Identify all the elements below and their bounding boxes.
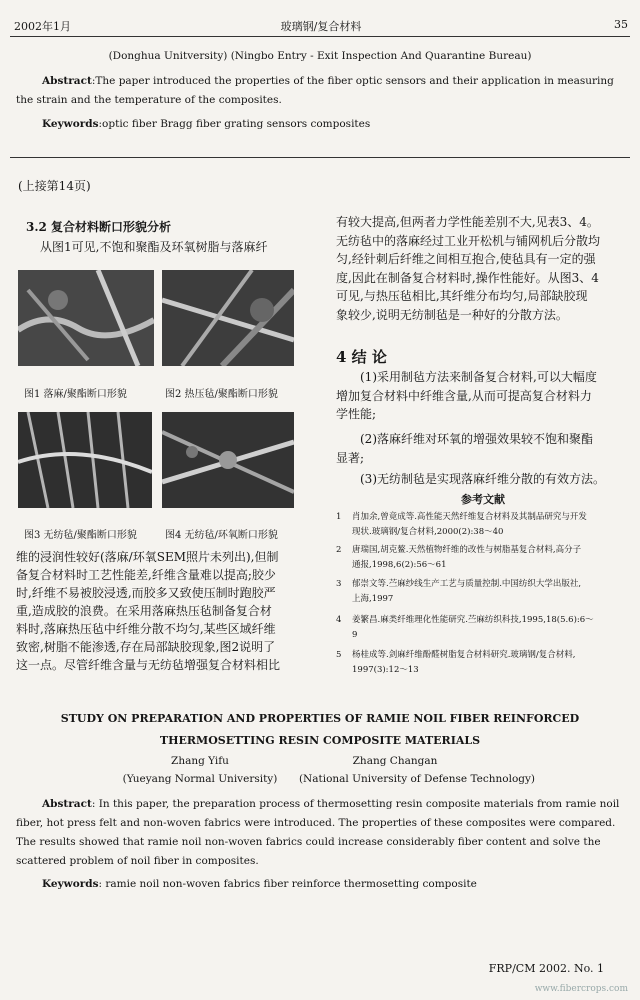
author-2: Zhang Changan <box>352 755 438 767</box>
english-keywords <box>16 875 628 894</box>
reference-number: 5 <box>336 650 342 660</box>
english-abstract-label: Abstract <box>42 798 92 810</box>
header-rule <box>10 36 630 37</box>
figure-3-image <box>18 412 152 508</box>
footer-journal: FRP/CM 2002. No. 1 <box>488 962 604 975</box>
reference-item <box>336 510 630 539</box>
affiliation-2: (National University of Defense Technology) <box>298 773 536 785</box>
author-1: Zhang Yifu <box>171 755 229 767</box>
right-column-body <box>336 213 630 325</box>
running-header <box>14 14 628 36</box>
reference-item <box>336 577 630 606</box>
right-body-line: 象较少,说明无纺制毡是一种好的分散方法。 <box>336 307 568 322</box>
conclusion-3 <box>336 470 630 489</box>
top-abstract-label: Abstract <box>42 75 92 87</box>
right-body-line: 可见,与热压毡相比,其纤维分布均匀,局部缺胶现 <box>336 289 588 304</box>
reference-line: 1997(3):12～13 <box>352 664 419 675</box>
figure-1-image <box>18 270 154 366</box>
reference-number: 3 <box>336 579 342 589</box>
reference-item <box>336 543 630 572</box>
header-date: 2002年1月 <box>14 20 71 33</box>
watermark: www.fibercrops.com <box>534 984 628 994</box>
right-body-line: 无纺毡中的落麻经过工业开松机与铺网机后分散均 <box>336 233 601 248</box>
left-body-line: 时,纤维不易被胶浸透,而胶多又致使压制时跑胶严 <box>16 586 276 600</box>
figure-3-caption: 图3 无纺毡/聚酯断口形貌 <box>24 530 137 541</box>
conclusion-line: 显著; <box>336 450 365 465</box>
left-column-body <box>16 548 308 674</box>
right-body-line: 度,因此在制备复合材料时,操作性能好。从图3、4 <box>336 270 599 285</box>
english-abstract-text: : In this paper, the preparation process of thermosetting resin composite materials from ramie noil fiber, hot press felt and non-woven fabrics were introduced. The properties of these composites were compared. The results showed that ramie noil non-woven fabrics could increase considerably fiber content and solve the scattered problem of noil fiber in composites. <box>16 798 620 867</box>
top-keywords <box>16 115 628 134</box>
continued-note: (上接第14页) <box>18 179 91 193</box>
header-page-number: 35 <box>614 18 628 31</box>
section-3-2-heading: 3.2 复合材料断口形貌分析 <box>26 220 172 234</box>
reference-line: 通报,1998,6(2):56～61 <box>352 559 447 570</box>
reference-line: 现状.玻璃钢/复合材料,2000(2):38～40 <box>352 526 504 537</box>
reference-number: 1 <box>336 512 342 522</box>
english-title-line-2: THERMOSETTING RESIN COMPOSITE MATERIALS <box>159 734 481 747</box>
figure-1-caption: 图1 落麻/聚酯断口形貌 <box>24 389 127 400</box>
figure-4-caption: 图4 无纺毡/环氧断口形貌 <box>165 530 278 541</box>
reference-line: 杨桂成等.剑麻纤维酚醛树脂复合材料研究.玻璃钢/复合材料, <box>352 650 576 660</box>
left-body-line: 维的浸润性较好(落麻/环氧SEM照片未列出),但制 <box>16 550 279 564</box>
figure-2-caption: 图2 热压毡/聚酯断口形貌 <box>165 389 278 400</box>
reference-line: 9 <box>352 629 358 640</box>
reference-line: 姜繁昌.麻类纤维理化性能研究.苎麻纺织科技,1995,18(5.6):6～ <box>352 615 594 625</box>
left-body-line: 备复合材料时工艺性能差,纤维含量难以提高;胶少 <box>16 568 276 582</box>
reference-number: 4 <box>336 615 342 625</box>
top-abstract-text: :The paper introduced the properties of the fiber optic sensors and their application in measuring the strain and the temperature of the composites. <box>16 75 614 106</box>
reference-item <box>336 648 630 677</box>
figure-2-image <box>162 270 294 366</box>
left-body-line: 这一点。尽管纤维含量与无纺毡增强复合材料相比 <box>16 658 281 672</box>
conclusion-line: (2)落麻纤维对环氧的增强效果较不饱和聚酯 <box>360 432 593 446</box>
english-title-line-1: STUDY ON PREPARATION AND PROPERTIES OF RAMIE NOIL FIBER REINFORCED <box>60 712 580 725</box>
figure-4-image <box>162 412 294 508</box>
references-title: 参考文献 <box>461 493 505 506</box>
right-body-line: 有较大提高,但两者力学性能差别不大,见表3、4。 <box>336 215 599 229</box>
reference-line: 上海,1997 <box>352 593 394 604</box>
conclusion-line: 增加复合材料中纤维含量,从而可提高复合材料力 <box>336 388 592 403</box>
conclusion-line: 学性能; <box>336 407 377 422</box>
left-body-line: 料时,落麻热压毡中纤维分散不均匀,某些区域纤维 <box>16 622 276 636</box>
reference-item <box>336 613 630 642</box>
reference-number: 2 <box>336 545 342 555</box>
section-4-heading: 4 结 论 <box>336 348 387 366</box>
conclusion-2 <box>336 430 630 467</box>
right-body-line: 匀,经针刺后纤维之间相互抱合,使毡具有一定的强 <box>336 252 596 267</box>
english-keywords-text: : ramie noil non-woven fabrics fiber reinforce thermosetting composite <box>98 878 477 890</box>
reference-line: 郁崇文等.苎麻纱线生产工艺与质量控制.中国纺织大学出版社, <box>352 579 582 589</box>
top-abstract <box>16 72 628 110</box>
conclusion-line: (1)采用制毡方法来制备复合材料,可以大幅度 <box>360 370 597 384</box>
top-affiliations: (Donghua Unitversity) (Ningbo Entry - Exit Inspection And Quarantine Bureau) <box>108 50 532 62</box>
conclusion-line: (3)无纺制毡是实现落麻纤维分散的有效方法。 <box>360 472 605 486</box>
section-separator <box>10 157 630 158</box>
top-keywords-text: :optic fiber Bragg fiber grating sensors composites <box>98 118 371 130</box>
header-journal: 玻璃钢/复合材料 <box>280 20 362 33</box>
reference-line: 肖加余,曾竟成等.高性能天然纤维复合材料及其制品研究与开发 <box>352 512 587 522</box>
left-body-line: 重,造成胶的浪费。在采用落麻热压毡制备复合材 <box>16 604 272 618</box>
top-keywords-label: Keywords <box>42 118 99 130</box>
reference-line: 唐瑞国,胡克鳌.天然植物纤维的改性与树脂基复合材料,高分子 <box>352 545 582 555</box>
left-body-line: 致密,树脂不能渗透,存在局部缺胶现象,图2说明了 <box>16 640 276 654</box>
conclusion-1 <box>336 368 630 424</box>
section-3-2-intro: 从图1可见,不饱和聚酯及环氧树脂与落麻纤 <box>40 240 268 254</box>
english-abstract <box>16 795 628 871</box>
english-keywords-label: Keywords <box>42 878 99 890</box>
affiliation-1: (Yueyang Normal University) <box>122 773 278 785</box>
